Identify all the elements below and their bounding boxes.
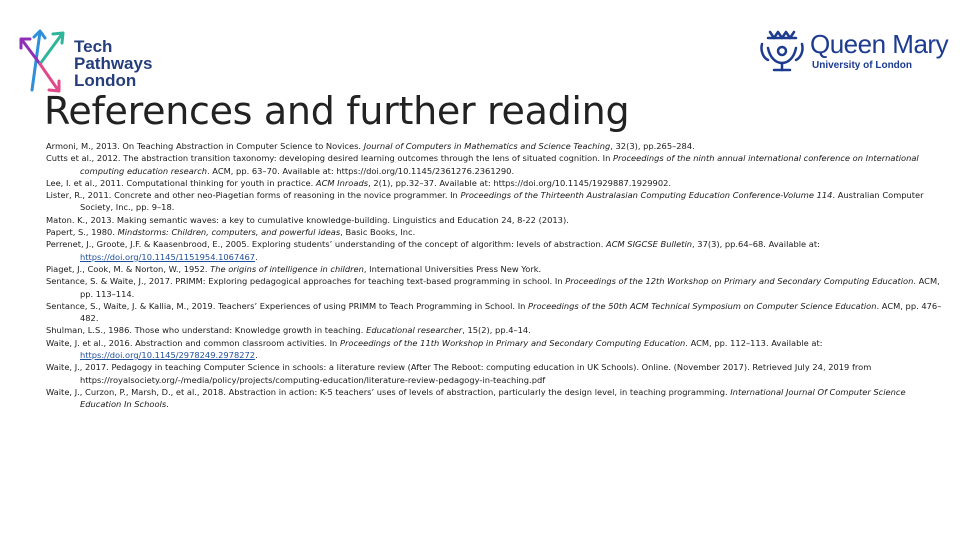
reference-entry <box>46 324 946 336</box>
reference-source-title: Mindstorms: Children, computers, and powerful ideas <box>117 227 341 238</box>
reference-text: Waite, J., 2017. Pedagogy in teaching Computer Science in schools: a literature review (After The Reboot: computing education in UK Schools). Online. (November 2017). Retrieved July 24, 2019 from https://royalsociety.org/-/media/policy/projects/computing-education/literature-review-pedagogy-in-teaching.pdf <box>46 362 872 385</box>
reference-text: . <box>255 251 258 262</box>
reference-text: Sentance, S., Waite, J. & Kallia, M., 2019. Teachers’ Experiences of using PRIMM to Teach Programming in School. In <box>46 300 529 311</box>
reference-entry <box>46 300 946 325</box>
reference-text: Papert, S., 1980. <box>46 227 118 238</box>
reference-text: , 15(2), pp.4–14. <box>462 325 531 336</box>
reference-text: . ACM, pp. 63–70. Available at: https://doi.org/10.1145/2361276.2361290. <box>207 165 515 176</box>
reference-text: Lister, R., 2011. Concrete and other neo-Piagetian forms of reasoning in the novice programmer. In <box>46 190 461 201</box>
reference-text: , International Universities Press New York. <box>363 263 542 274</box>
reference-text: . ACM, pp. 112–113. Available at: <box>685 337 823 348</box>
reference-text: Piaget, J., Cook, M. & Norton, W., 1952. <box>46 263 211 274</box>
doi-link[interactable]: https://doi.org/10.1145/1151954.1067467 <box>80 251 256 262</box>
queen-mary-subtitle: University of London <box>812 60 912 71</box>
logo-text-pathways: Pathways <box>74 54 153 73</box>
logo-text-tech: Tech <box>74 37 113 56</box>
queen-mary-name: Queen Mary <box>810 29 949 59</box>
reference-source-title: ACM SIGCSE Bulletin <box>606 239 693 250</box>
reference-entry <box>46 238 946 263</box>
reference-text: Perrenet, J., Groote, J.F. & Kaasenbrood, E., 2005. Exploring students’ understanding of the concept of algorithm: levels of abstraction. <box>46 239 607 250</box>
reference-text: , Basic Books, Inc. <box>340 227 416 238</box>
reference-source-title: Proceedings of the Thirteenth Australasian Computing Education Conference-Volume 114 <box>460 190 833 201</box>
reference-entry <box>46 386 946 411</box>
logo-text-london: London <box>74 71 137 90</box>
reference-text: , 2(1), pp.32–37. Available at: https://doi.org/10.1145/1929887.1929902. <box>368 177 672 188</box>
reference-source-title: Proceedings of the 12th Workshop on Primary and Secondary Computing Education <box>565 276 914 287</box>
reference-entry <box>46 152 946 177</box>
page-title: References and further reading <box>44 89 630 133</box>
reference-source-title: Proceedings of the ninth annual international conference on International computing education research <box>80 153 919 176</box>
reference-source-title: Proceedings of the 11th Workshop in Primary and Secondary Computing Education <box>339 337 686 348</box>
reference-text: . Australian Computer Society, Inc., pp. 9–18. <box>80 190 924 213</box>
reference-text: Waite, J. et al., 2016. Abstraction and common classroom activities. In <box>46 337 340 348</box>
reference-text: Shulman, L.S., 1986. Those who understand: Knowledge growth in teaching. <box>46 325 367 336</box>
reference-text: . ACM, pp. 476–482. <box>80 300 942 324</box>
reference-source-title: International Journal Of Computer Science Education In Schools <box>80 386 906 410</box>
reference-entry <box>46 177 946 189</box>
reference-entry <box>46 337 946 362</box>
reference-text: Sentance, S. & Waite, J., 2017. PRIMM: Exploring pedagogical approaches for teaching text-based programming in school. In <box>46 276 566 287</box>
reference-entry <box>46 263 946 275</box>
reference-entry <box>46 226 946 238</box>
reference-entry <box>46 140 946 152</box>
reference-text: Maton. K., 2013. Making semantic waves: a key to cumulative knowledge-building. Linguistics and Education 24, 8-22 (2013). <box>46 214 569 225</box>
reference-source-title: ACM Inroads <box>315 177 369 188</box>
reference-source-title: Educational researcher <box>366 325 463 336</box>
reference-text: Armoni, M., 2013. On Teaching Abstraction in Computer Science to Novices. <box>46 141 364 151</box>
reference-text: . ACM, pp. 113–114. <box>80 276 940 299</box>
reference-entry <box>46 361 946 386</box>
reference-text: Waite, J., Curzon, P., Marsh, D., et al., 2018. Abstraction in action: K-5 teachers’ uses of levels of abstraction, particularly the design level, in teaching programming. <box>46 386 731 397</box>
reference-text: Lee, I. et al., 2011. Computational thinking for youth in practice. <box>46 177 316 188</box>
doi-link[interactable]: https://doi.org/10.1145/2978249.2978272 <box>80 350 256 361</box>
reference-text: , 32(3), pp.265–284. <box>610 141 695 151</box>
queen-mary-logo <box>758 26 948 78</box>
queen-mary-crest-icon <box>758 26 808 76</box>
reference-text: Cutts et al., 2012. The abstraction transition taxonomy: developing desired learning outcomes through the lens of situated cognition. In <box>46 153 613 164</box>
reference-entry <box>46 214 946 226</box>
reference-text: , 37(3), pp.64–68. Available at: <box>692 239 820 250</box>
reference-source-title: The origins of intelligence in children <box>210 263 364 274</box>
reference-text: . <box>255 350 258 361</box>
reference-entry <box>46 189 946 214</box>
reference-entry <box>46 275 946 300</box>
reference-source-title: Proceedings of the 50th ACM Technical Symposium on Computer Science Education <box>528 300 877 311</box>
reference-source-title: Journal of Computers in Mathematics and Science Teaching <box>363 141 611 151</box>
reference-list <box>46 140 946 411</box>
reference-text: . <box>166 399 169 410</box>
